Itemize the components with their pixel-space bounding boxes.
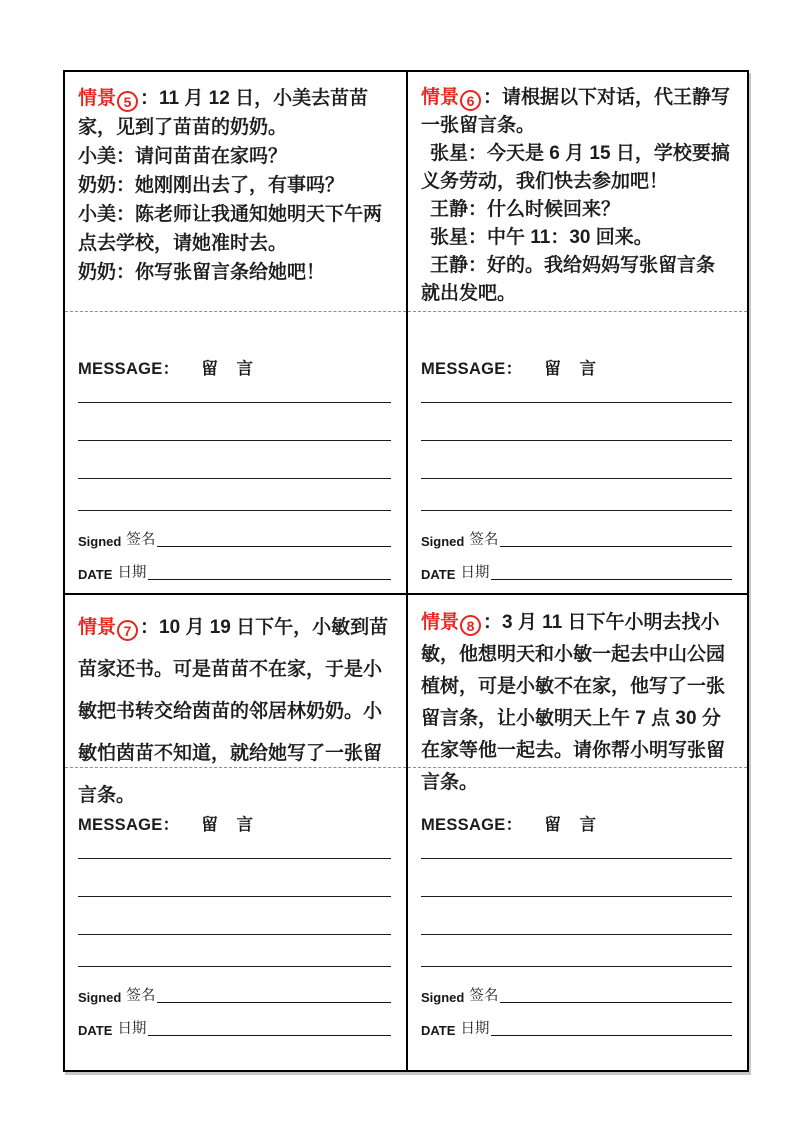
message-cjk-label: 留 言 — [201, 816, 261, 834]
scenario-text-block — [65, 595, 406, 806]
signature-line — [500, 1002, 732, 1003]
dialogue-line: 张星：中午 11：30 回来。 — [430, 227, 653, 248]
message-note-form — [408, 768, 747, 1038]
dialogue-line: 小美：请问苗苗在家吗？ — [78, 146, 288, 167]
date-line — [148, 579, 391, 580]
scenario-intro: 10 月 19 日下午，小敏到苗苗家还书。可是苗苗不在家，于是小敏把书转交给茵苗的邻居林奶奶。小敏怕茵苗不知道，就给她写了一张留言条。 — [78, 617, 389, 806]
date-cjk-label: 日期 — [117, 1021, 147, 1037]
signed-cjk-label: 签名 — [126, 532, 156, 548]
date-row — [421, 1018, 732, 1038]
circled-number-5: 5 — [117, 91, 138, 112]
date-label: DATE — [78, 1023, 113, 1038]
scenario-text-block — [408, 72, 747, 311]
signed-row — [421, 529, 732, 549]
message-label: MESSAGE： — [421, 816, 523, 834]
scenario-tag: 情景 — [421, 612, 460, 633]
writing-line — [78, 935, 391, 967]
writing-line — [421, 935, 732, 967]
writing-line — [421, 897, 732, 935]
scenario-colon: ： — [483, 612, 503, 633]
dialogue-line: 张星：今天是 6 月 15 日，学校要搞义务劳动，我们快去参加吧！ — [421, 143, 730, 192]
dialogue-line: 奶奶：她刚刚出去了，有事吗？ — [78, 175, 345, 196]
message-heading — [78, 312, 391, 379]
circled-number-7: 7 — [117, 620, 138, 641]
message-label: MESSAGE： — [78, 816, 180, 834]
scenario-intro: 11 月 12 日，小美去苗苗家，见到了苗苗的奶奶。 — [78, 88, 369, 138]
circled-number-6: 6 — [460, 90, 481, 111]
scenario-intro: 3 月 11 日下午小明去找小敏，他想明天和小敏一起去中山公园植树，可是小敏不在家，他写了一张留言条，让小敏明天上午 7 点 30 分在家等他一起去。请你帮小明写张留言条。 — [421, 612, 726, 793]
date-line — [491, 1035, 732, 1036]
signed-cjk-label: 签名 — [469, 532, 499, 548]
dialogue-line: 王静：什么时候回来？ — [430, 199, 621, 220]
writing-line — [421, 379, 732, 403]
date-cjk-label: 日期 — [460, 565, 490, 581]
message-note-form — [65, 312, 406, 582]
scenario-intro: 请根据以下对话，代王静写一张留言条。 — [421, 87, 731, 136]
writing-line — [421, 835, 732, 859]
message-label: MESSAGE： — [421, 360, 523, 378]
date-label: DATE — [421, 567, 456, 582]
dialogue-line: 王静：好的。我给妈妈写张留言条就出发吧。 — [421, 255, 716, 304]
writing-line — [421, 479, 732, 511]
signed-label: Signed — [78, 990, 122, 1005]
date-label: DATE — [421, 1023, 456, 1038]
date-cjk-label: 日期 — [117, 565, 147, 581]
scenario-colon: ： — [483, 87, 503, 108]
scenario-colon: ： — [140, 88, 160, 109]
scenario-paragraph — [421, 84, 733, 140]
scenario-tag: 情景 — [78, 88, 117, 109]
scenario-tag: 情景 — [421, 87, 460, 108]
scenario-tag: 情景 — [78, 617, 117, 638]
message-cjk-label: 留 言 — [201, 360, 261, 378]
date-line — [148, 1035, 391, 1036]
signed-cjk-label: 签名 — [469, 988, 499, 1004]
scenario-cell-8 — [406, 593, 747, 1070]
writing-line — [421, 403, 732, 441]
signature-line — [157, 1002, 391, 1003]
writing-line — [78, 441, 391, 479]
message-cjk-label: 留 言 — [544, 360, 604, 378]
signed-row — [78, 529, 391, 549]
dialogue-line: 奶奶：你写张留言条给她吧！ — [78, 262, 326, 283]
signature-line — [500, 546, 732, 547]
signature-line — [157, 546, 391, 547]
message-cjk-label: 留 言 — [544, 816, 604, 834]
signed-row — [421, 985, 732, 1005]
date-label: DATE — [78, 567, 113, 582]
scenario-paragraph — [78, 84, 392, 142]
writing-line — [78, 379, 391, 403]
writing-line — [78, 479, 391, 511]
date-row — [78, 562, 391, 582]
signed-label: Signed — [421, 534, 465, 549]
date-cjk-label: 日期 — [460, 1021, 490, 1037]
circled-number-8: 8 — [460, 615, 481, 636]
signed-cjk-label: 签名 — [126, 988, 156, 1004]
scenario-text-block — [408, 595, 747, 793]
worksheet-table — [63, 70, 749, 1072]
scenario-cell-5 — [65, 72, 406, 593]
writing-line — [421, 859, 732, 897]
date-row — [421, 562, 732, 582]
writing-line — [78, 403, 391, 441]
writing-line — [78, 859, 391, 897]
writing-line — [421, 441, 732, 479]
scenario-text-block — [65, 72, 406, 311]
scenario-colon: ： — [140, 617, 160, 638]
signed-label: Signed — [78, 534, 122, 549]
writing-line — [78, 835, 391, 859]
dialogue-line: 小美：陈老师让我通知她明天下午两点去学校，请她准时去。 — [78, 204, 383, 254]
date-row — [78, 1018, 391, 1038]
message-heading — [421, 312, 732, 379]
writing-line — [78, 897, 391, 935]
signed-row — [78, 985, 391, 1005]
signed-label: Signed — [421, 990, 465, 1005]
scenario-cell-7 — [65, 593, 406, 1070]
date-line — [491, 579, 732, 580]
scenario-cell-6 — [406, 72, 747, 593]
message-label: MESSAGE： — [78, 360, 180, 378]
message-note-form — [408, 312, 747, 582]
